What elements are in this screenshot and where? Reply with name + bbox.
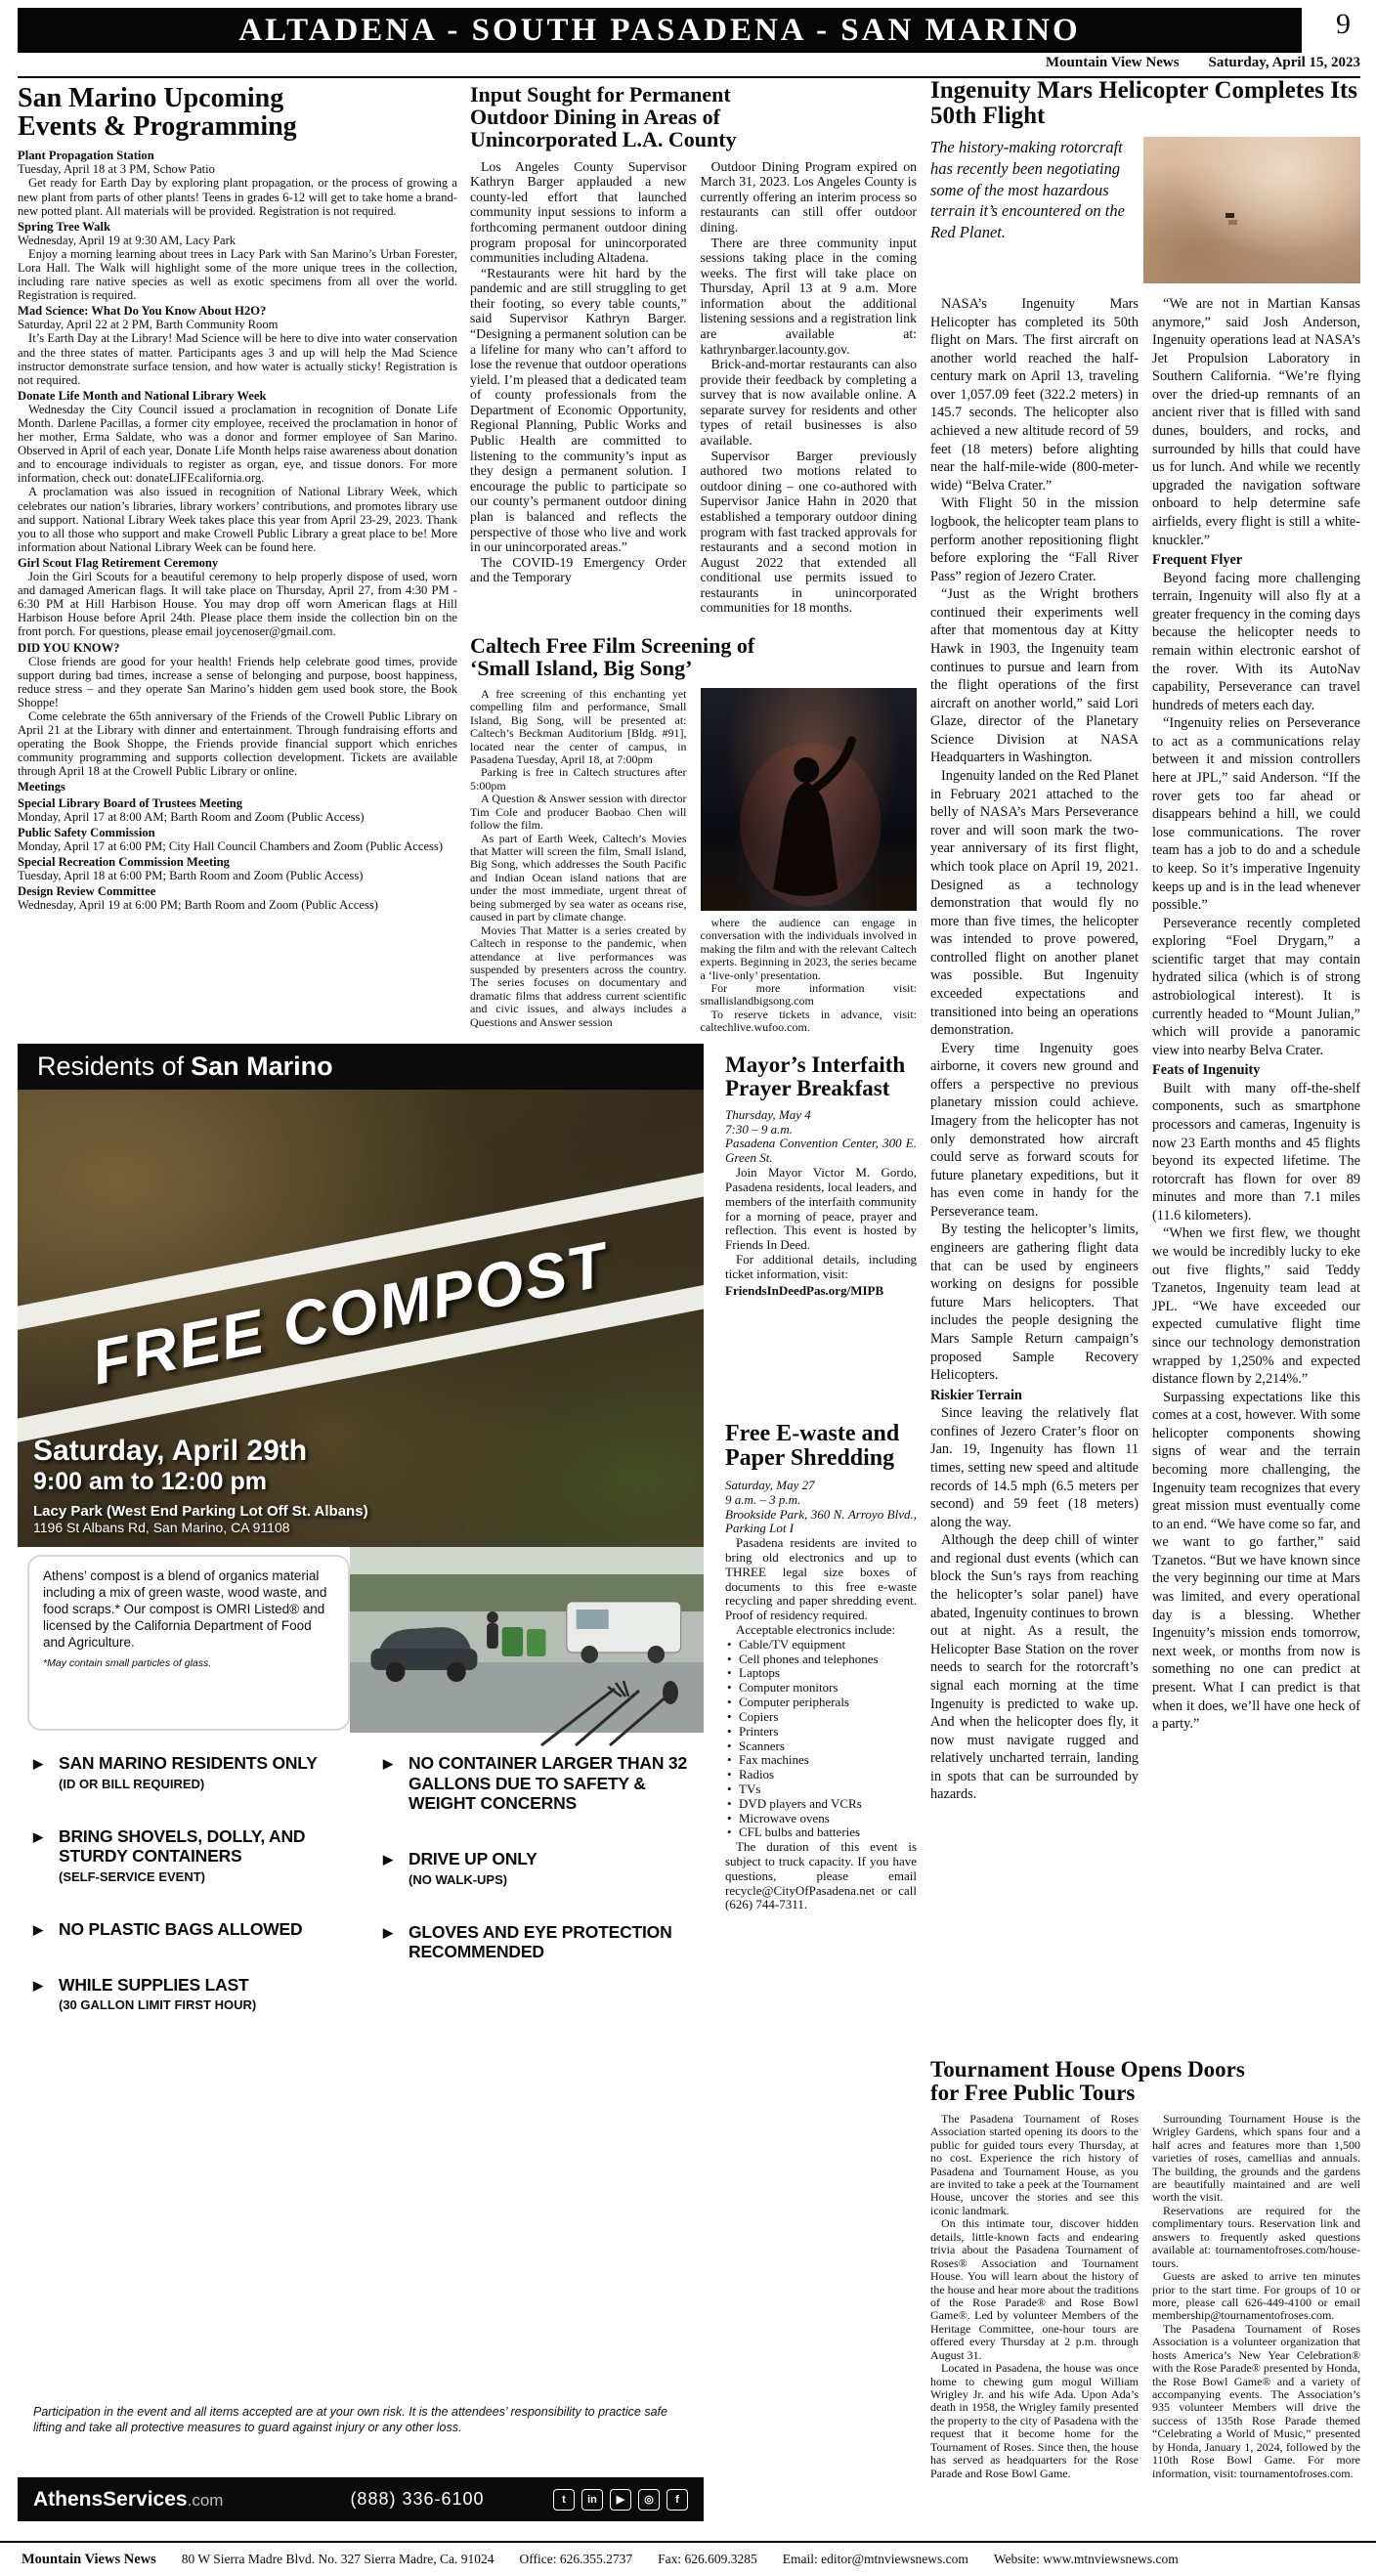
helicopter-speck: [1226, 213, 1234, 218]
ad-rules-right: [383, 1753, 694, 2012]
paragraph: Surpassing expectations like this comes at a cost, however. With some helicopter components showing signs of wear and the terrain becoming more challenging, the Ingenuity team recognizes that every great mission must eventually come to an end. “We have come so far, and we want to go farther,” said Tzanetos. “But we have known since the very beginning our time at Mars was limited, and every operational day is a blessing. Whether Ingenuity’s mission ends tomorrow, next week, or months from now is something no one can predict at present. What I can predict is that when it does, we’ll have one heck of a party.”: [1152, 1389, 1360, 1733]
bullet-item: • Scanners: [725, 1739, 917, 1754]
rule-item: ▶ BRING SHOVELS, DOLLY, AND STURDY CONTAINERS: [33, 1826, 344, 1867]
article-columns: [930, 2113, 1360, 2480]
social-icons: [553, 2489, 688, 2511]
paragraph: Perseverance recently completed exploring “Foel Drygarn,” a scientific target that may contain hydrated silica (which is of strong astrobiological interest). It is currently headed to “Mount Julian,” which will provide a panoramic view into nearby Belva Crater.: [1152, 915, 1360, 1058]
article-column-1: [470, 159, 687, 616]
paragraph: For more information visit: smallislandbigsong.com: [700, 980, 917, 1009]
athens-website-name: AthensServices: [33, 2487, 188, 2511]
paragraph: Movies That Matter is a series created by Caltech in response to the pandemic, when attendance at live performances was suspended by presenters across the country. The series focuses on documentary and dramatic films that address current scientific and civic issues, and always includes a Questions and Answer session: [470, 923, 687, 1029]
rule-detail: (ID OR BILL REQUIRED): [59, 1776, 205, 1791]
footer-office-phone: Office: 626.355.2737: [519, 2552, 633, 2566]
run-in-heading: Feats of Ingenuity: [1152, 1062, 1261, 1079]
ad-disclaimer: Participation in the event and all items accepted are at your own risk. It is the attendees’ responsibility to practice safe lifting and take all protective measures to guard against injury or any other loss.: [33, 2405, 667, 2435]
paragraph: Since leaving the relatively flat confines of Jezero Crater’s floor on Jan. 19, Ingenuity has flown 11 times, setting new speed and altitude records of 14.5 mph (6.5 meters per second) and 59 feet (18 meters) along the way.: [930, 1405, 1139, 1530]
footer-email: Email: editor@mtnviewsnews.com: [782, 2552, 968, 2566]
paragraph: “Ingenuity relies on Perseverance to act as a communications relay between it and mission controllers here at JPL,” said Anderson. “If the rover gets too far ahead or disappears behind a hill, we could lose communications. The rover team has a job to do and a schedule to keep. So it’s imperative Ingenuity keeps up and is in the lead whenever possible.”: [1152, 715, 1360, 914]
article-lede: The history-making rotorcraft has recently been negotiating some of the most hazardous terrain it’s encountered on the Red Planet.: [930, 138, 1125, 242]
run-in-heading: Special Library Board of Trustees Meeting: [18, 795, 243, 810]
article-title: Caltech Free Film Screening of ‘Small Island, Big Song’: [470, 635, 755, 680]
paragraph: Wednesday the City Council issued a proclamation in recognition of Donate Life Month. Darlene Pacillas, a former city employee, received the proclamation in honor of her mother, Erma Saldate, who was a donor and former employee of San Marino. Observed in April of each year, Donate Life Month helps raise awareness about donation and to encourage individuals to register as organ, eye, and tissue donors. For more information, check out: donateLIFEcalifornia.org.: [18, 402, 457, 486]
paragraph: The Pasadena Tournament of Roses Association started opening its doors to the public for guided tours every Thursday, at no cost. Experience the rich history of Pasadena and Tournament House, as you are invited to take a peek at the Tournament House, uncover the stories and see this iconic landmark.: [930, 2111, 1139, 2217]
article-body: [725, 1479, 917, 1912]
masthead: [18, 8, 1302, 53]
dateline: [18, 55, 1360, 78]
paragraph: Pasadena residents are invited to bring old electronics and up to THREE legal size boxes of documents to this free e-waste recycling and paper shredding event. Proof of residency required.: [725, 1535, 917, 1623]
paragraph: Reservations are required for the complimentary tours. Reservation link and answers to frequently asked questions available at: tournamentofroses.com/house-tours.: [1152, 2203, 1360, 2270]
dateline-date: Saturday, April 15, 2023: [1208, 55, 1360, 70]
paragraph: As part of Earth Week, Caltech’s Movies that Matter will screen the film, Small Island, Big Song, which addresses the South Pacific and Indian Ocean island nations that are under the most immediate, urgent threat of being submerged by sea water as oceans rise, caused in part by climate change.: [470, 831, 687, 924]
bullet-item: • Cable/TV equipment: [725, 1638, 917, 1653]
rule-item: ▶ GLOVES AND EYE PROTECTION RECOMMENDED: [383, 1922, 694, 1962]
run-in-heading: Riskier Terrain: [930, 1387, 1022, 1403]
paragraph: By testing the helicopter’s limits, engineers are gathering flight data that can be used by engineers working on designs for possible future Mars helicopters. That includes the people designing the Mars Sample Return campaign’s proposed Sample Recovery Helicopters.: [930, 1222, 1139, 1384]
paragraph: The duration of this event is subject to truck capacity. If you have questions, please email recycle@CityOfPasadena.net or call (626) 744-7311.: [725, 1839, 917, 1912]
athens-phone: (888) 336-6100: [350, 2489, 485, 2509]
article-title: Mayor’s Interfaith Prayer Breakfast: [725, 1052, 906, 1100]
dateline-paper: Mountain View News: [1045, 55, 1180, 70]
schedule-line: Monday, April 17 at 8:00 AM; Barth Room and Zoom (Public Access): [18, 809, 365, 824]
ad-event-details: [33, 1435, 368, 1535]
article-continuation: [701, 917, 918, 1035]
bullet-item: • Microwave ovens: [725, 1812, 917, 1826]
bullet-item: • Computer monitors: [725, 1681, 917, 1696]
run-in-heading: Plant Propagation Station: [18, 149, 154, 163]
athens-website-tld: .com: [187, 2490, 224, 2510]
paragraph: Acceptable electronics include:: [736, 1622, 896, 1638]
run-in-heading: Girl Scout Flag Retirement Ceremony: [18, 555, 219, 570]
run-in-heading: FriendsInDeedPas.org/MIPB: [725, 1282, 884, 1298]
athens-website: [33, 2488, 223, 2512]
paragraph: A Question & Answer session with director Tim Cole and producer Baobao Chen will follow the film.: [470, 792, 687, 833]
bullet-item: • DVD players and VCRs: [725, 1797, 917, 1812]
article-body: [725, 1108, 917, 1299]
article-mayors-breakfast: [725, 1053, 917, 1298]
paragraph: To reserve tickets in advance, visit: caltechlive.wufoo.com.: [700, 1007, 917, 1035]
event-detail-line: Pasadena Convention Center, 300 E. Green St.: [725, 1136, 917, 1166]
article-column-2: [1152, 2113, 1360, 2480]
performer-silhouette: [701, 688, 918, 911]
paragraph: Supervisor Barger previously authored two motions related to outdoor dining – one co-authored with Supervisor Janice Hahn in 2020 that established a temporary outdoor dining program with fast tracked approvals for restaurants and a second motion in August 2022 that extended all conditional use permits issued to restaurants in unincorporated communities for 18 months.: [700, 448, 917, 616]
article-columns: [470, 688, 917, 1035]
rule-item: ▶ NO PLASTIC BAGS ALLOWED: [33, 1919, 344, 1940]
run-in-heading: Meetings: [18, 780, 65, 794]
schedule-line: Tuesday, April 18 at 6:00 PM; Barth Room and Zoom (Public Access): [18, 869, 364, 882]
ad-rules-left: [33, 1753, 344, 2012]
paragraph: It’s Earth Day at the Library! Mad Science will be here to dive into water conservation and the three states of matter. Participants ages 3 and up will help the Mad Science instructor demonstrate surface tension, and how water is actually sticky! Registration is not required.: [18, 331, 457, 387]
ad-fine-print: *May contain small particles of glass.: [43, 1657, 212, 1670]
rule-detail: (30 GALLON LIMIT FIRST HOUR): [59, 1997, 257, 2013]
bullet-item: • Laptops: [725, 1666, 917, 1681]
paragraph: “Just as the Wright brothers continued their experiments well after that momentous day at Kitty Hawk in 1903, the Ingenuity team continues to pursue and learn from the flight operations of the first aircraft on another world,” said Lori Glaze, director of the Planetary Science Division at NASA Headquarters in Washington.: [930, 586, 1139, 766]
film-screening-photo: [701, 688, 918, 911]
bullet-item: • Printers: [725, 1725, 917, 1739]
paragraph: Join the Girl Scouts for a beautiful ceremony to help properly dispose of used, worn and damaged American flags. It will take place on Thursday, April 27, from 4:30 PM - 6:30 PM at Hill Harbison House. You may drop off worn American flags at Hill Harbison House before April 24th. Please place them inside the collection bin on the front porch. For questions, please email joycenoser@gmail.com.: [18, 570, 457, 639]
article-title: Input Sought for Permanent Outdoor Dining in Areas of Unincorporated L.A. County: [470, 84, 737, 151]
instagram-icon: ◎: [638, 2489, 660, 2511]
run-in-heading: DID YOU KNOW?: [18, 640, 120, 655]
ad-time: 9:00 am to 12:00 pm: [33, 1468, 267, 1495]
bullet-item: • Radios: [725, 1768, 917, 1782]
rule-detail: (NO WALK-UPS): [408, 1871, 508, 1887]
article-column-1: [930, 295, 1139, 1804]
event-detail-line: Saturday, May 27: [725, 1477, 815, 1492]
article-outdoor-dining: [470, 84, 917, 633]
run-in-heading: Donate Life Month and National Library Week: [18, 388, 267, 403]
paragraph: The COVID-19 Emergency Order and the Temporary: [470, 554, 687, 585]
paragraph: With Flight 50 in the mission logbook, the helicopter team plans to perform another repositioning flight before exploring the “Fall River Pass” region of Jezero Crater.: [930, 495, 1139, 584]
article-title: Tournament House Opens Doors for Free Public Tours: [930, 2058, 1245, 2105]
paragraph: “Restaurants were hit hard by the pandemic and are still struggling to get their footing, so every table counts,” said Supervisor Kathryn Barger. “Designing a permanent solution can be a lifeline for many who can’t afford to lose the revenue that outdoor operations yield. I’m pleased that a dedicated team of county professionals from the Department of Economic Opportunity, Regional Planning, Public Works and Public Health are committed to listening to the community’s input as they design a permanent solution. I encourage the public to participate so our county’s permanent outdoor dining plan is balanced and reflects the perspective of those who live and work in our unincorporated areas.”: [470, 265, 687, 555]
paragraph: Close friends are good for your health! Friends help celebrate good times, provide support during bad times, increase a sense of belonging and purpose, boost happiness, reduce stress – and they operate San Marino’s hidden gem used book store, the Book Shoppe!: [18, 654, 457, 709]
article-columns: [470, 159, 917, 616]
youtube-icon: ▶: [610, 2489, 631, 2511]
article-column-1: [470, 688, 687, 1035]
page-number: 9: [1336, 8, 1351, 40]
free-compost-headline: FREE COMPOST: [86, 1228, 614, 1398]
compost-ad: [18, 1044, 704, 2521]
article-san-marino: [18, 84, 457, 1042]
paragraph: A free screening of this enchanting yet compelling film and performance, Small Island, Big Song, will be presented at: Caltech’s Beckman Auditorium [Bldg. #91], located near the center of campus, in Pasadena Tuesday, April 18, at 7:00pm: [470, 686, 687, 766]
footer-paper-name: Mountain Views News: [22, 2551, 156, 2567]
paragraph: Brick-and-mortar restaurants can also provide their feedback by completing a survey that is now available online. A separate survey for residents and other types of retail businesses is also available.: [700, 357, 917, 449]
paragraph: “When we first flew, we thought we would be incredibly lucky to eke out five flights,” said Teddy Tzanetos, Ingenuity team lead at JPL. “We have exceeded our expected cumulative flight time since our technology demonstration wrapped by 1,250% and expected distance flown by 2,214%.”: [1152, 1225, 1360, 1388]
schedule-line: Tuesday, April 18 at 3 PM, Schow Patio: [18, 162, 215, 177]
paragraph: Located in Pasadena, the house was once home to chewing gum mogul William Wrigley Jr. and his wife Ada. Upon Ada’s death in 1958, the Wrigley family presented the property to the city of Pasadena with the request that it become home for the Tournament of Roses. Since then, the house has served as headquarters for the Rose Parade and Rose Bowl Game.: [930, 2361, 1139, 2480]
article-column-1: [930, 2113, 1139, 2480]
paragraph: Beyond facing more challenging terrain, Ingenuity will also fly at a greater frequency in the coming days because the helicopter needs to remain within electronic earshot of the rover. With its AutoNav capability, Perseverance can travel hundreds of meters each day.: [1152, 570, 1360, 713]
footer-address: 80 W Sierra Madre Blvd. No. 327 Sierra Madre, Ca. 91024: [181, 2552, 494, 2566]
paragraph: NASA’s Ingenuity Mars Helicopter has completed its 50th flight on Mars. The first aircraft on another world reached the half-century mark on April 13, traveling over 1,057.09 feet (322.2 meters) in 145.7 seconds. The helicopter also achieved a new altitude record of 59 feet (18 meters) before alighting near the half-mile-wide (800-meter-wide) “Belva Crater.”: [930, 296, 1139, 494]
run-in-heading: Special Recreation Commission Meeting: [18, 854, 230, 869]
event-detail-line: Brookside Park, 360 N. Arroyo Blvd., Parking Lot I: [725, 1506, 917, 1536]
paragraph: Los Angeles County Supervisor Kathryn Barger applauded a new county-led effort that launched community input sessions to inform a forthcoming permanent outdoor dining program proposal for unincorporated communities including Altadena.: [470, 158, 687, 266]
rule-detail: (SELF-SERVICE EVENT): [59, 1868, 206, 1884]
paragraph: “We are not in Martian Kansas anymore,” said Josh Anderson, Ingenuity operations lead at NASA’s Jet Propulsion Laboratory in Southern California. “We’re flying over the dried-up remnants of an ancient river that is filled with sand dunes, boulders, and rocks, and surrounded by hills that could have us for lunch. And while we recently upgraded the navigation software onboard to help determine safe airfields, every flight is still a white-knuckler.”: [1152, 296, 1360, 548]
run-in-heading: Design Review Committee: [18, 884, 156, 899]
garden-tools-illustration: [522, 1681, 688, 1749]
footer-website: Website: www.mtnviewsnews.com: [993, 2552, 1179, 2566]
ad-footer: [18, 2477, 704, 2521]
article-title: San Marino Upcoming Events & Programming: [18, 84, 297, 143]
paragraph: Guests are asked to arrive ten minutes prior to the start time. For groups of 10 or more, please call 626-449-4100 or email membership@tournamentofroses.com.: [1152, 2269, 1360, 2323]
page-footer: [0, 2541, 1376, 2576]
paragraph: Built with many off-the-shelf components, such as smartphone processors and cameras, Ingenuity is now 23 Earth months and 45 flights beyond its expected lifetime. The rotorcraft has flown for over 89 minutes and more than 7.1 miles (11.6 kilometers).: [1152, 1080, 1360, 1224]
paragraph: Surrounding Tournament House is the Wrigley Gardens, which spans four and a half acres and features more than 1,500 varieties of roses, camellias and annuals. The building, the grounds and the gardens are beautifully maintained and are well worth the visit.: [1152, 2111, 1360, 2205]
paragraph: The Pasadena Tournament of Roses Association is a volunteer organization that hosts America’s New Year Celebration® with the Rose Parade® presented by Honda, the Rose Bowl Game® and a variety of accompanying events. The Association’s 935 volunteer Members will drive the success of 135th Rose Parade themed “Celebrating a World of Music,” presented by Honda, January 1, 2024, followed by the 110th Rose Bowl Game. For more information, visit: tournamentofroses.com.: [1152, 2321, 1360, 2480]
article-ewaste-shredding: [725, 1422, 917, 2521]
linkedin-icon: in: [581, 2489, 603, 2511]
run-in-heading: Mad Science: What Do You Know About H2O?: [18, 304, 267, 319]
paragraph: Although the deep chill of winter and regional dust events (which can block the Sun’s rays from reaching the helicopter’s solar panel) have abated, Ingenuity continues to brown out at night. As a result, the Helicopter Base Station on the rover needs to search for the rotorcraft’s signal each morning at the time Ingenuity is predicted to wake up. And when the helicopter does fly, it now must navigate rugged and relatively uncharted terrain, landing in spots that can be surrounded by hazards.: [930, 1532, 1139, 1803]
paragraph: Enjoy a morning learning about trees in Lacy Park with San Marino’s Urban Forester, Lora Hall. The Walk will highlight some of the more unique trees in the collection, including rare native species as well as exotic specimens from all over the world. Registration is required.: [18, 246, 457, 303]
twitter-icon: t: [553, 2489, 575, 2511]
paragraph: A proclamation was also issued in recognition of National Library Week, which celebrates our nation’s libraries, library workers’ contributions, and promotes library use and support. National Library Week takes place this year from April 23-29, 2023. Thank you to all those who support and make Crowell Public Library a great place to be! More information about National Library Week can be found here.: [18, 485, 457, 554]
paragraph: There are three community input sessions taking place in the coming weeks. The first will take place on Thursday, April 13 at 9 a.m. More information about the additional listening sessions and a registration link are available at: kathrynbarger.lacounty.gov.: [700, 235, 917, 357]
bullet-item: • TVs: [725, 1782, 917, 1797]
run-in-heading: Frequent Flyer: [1152, 552, 1243, 569]
event-detail-line: Thursday, May 4: [725, 1106, 811, 1122]
article-column-2: [701, 159, 918, 616]
ad-address: 1196 St Albans Rd, San Marino, CA 91108: [33, 1520, 290, 1535]
rule-item: ▶ DRIVE UP ONLY: [383, 1849, 694, 1869]
article-column-2: [1152, 295, 1360, 1804]
bullet-item: • Copiers: [725, 1710, 917, 1725]
schedule-line: Saturday, April 22 at 2 PM, Barth Community Room: [18, 318, 279, 332]
paragraph: On this intimate tour, discover hidden details, little-known facts and endearing trivia about the Pasadena Tournament of Roses® Association and Tournament House. You will learn about the history of the house and hear more about the traditions of the Rose Parade® and Rose Bowl Game®. Led by volunteer Members of the Heritage Committee, one-hour tours are offered every Thursday at 2 p.m. through August 31.: [930, 2216, 1139, 2362]
compost-photo: [18, 1090, 704, 1547]
paragraph: Outdoor Dining Program expired on March 31, 2023. Los Angeles County is currently offering an interim process so restaurants can still offer outdoor dining.: [700, 158, 917, 235]
mars-helicopter-photo: [1143, 137, 1360, 283]
ad-location: Lacy Park (West End Parking Lot Off St. Albans): [33, 1503, 368, 1520]
paragraph: Parking is free in Caltech structures after 5:00pm: [470, 765, 687, 793]
article-columns: [930, 295, 1360, 1804]
article-title: Ingenuity Mars Helicopter Completes Its 50th Flight: [930, 78, 1357, 129]
event-detail-line: 7:30 – 9 a.m.: [725, 1121, 793, 1137]
article-column-2: [701, 688, 918, 1035]
ad-header-bold: San Marino: [191, 1052, 333, 1081]
footer-fax: Fax: 626.609.3285: [658, 2552, 757, 2566]
bullet-item: • CFL bulbs and batteries: [725, 1825, 917, 1840]
ad-rules: [33, 1753, 694, 2012]
schedule-line: Wednesday, April 19 at 6:00 PM; Barth Room and Zoom (Public Access): [18, 898, 378, 913]
article-lede-row: [930, 137, 1360, 283]
paragraph: Ingenuity landed on the Red Planet in February 2021 attached to the belly of NASA’s Mars Perseverance rover and will soon mark the two-year anniversary of its first flight, which took place on April 19, 2021. Designed as a technology demonstration that would fly no more than five times, the helicopter was intended to prove powered, controlled flight on another planet was possible. But Ingenuity exceeded expectations and transitioned into being an operations demonstration.: [930, 768, 1139, 1039]
paragraph: where the audience can engage in conversation with the individuals involved in making the film and with the relevant Caltech experts. Beginning in 2023, the series became a ‘live-only’ presentation.: [700, 915, 917, 982]
masthead-title: ALTADENA - SOUTH PASADENA - SAN MARINO: [238, 12, 1081, 48]
paragraph: Join Mayor Victor M. Gordo, Pasadena residents, local leaders, and members of the interfaith community for a morning of peace, prayer and reflection. This event is hosted by Friends In Deed.: [725, 1165, 917, 1253]
bullet-item: • Computer peripherals: [725, 1696, 917, 1710]
article-tournament-house: [930, 2058, 1360, 2543]
schedule-line: Monday, April 17 at 6:00 PM; City Hall Council Chambers and Zoom (Public Access): [18, 838, 444, 853]
paragraph: Come celebrate the 65th anniversary of the Friends of the Crowell Public Library on April 21 at the Library with dinner and entertainment. Through fundraising efforts and operating the Book Shoppe, the Friends provide financial support which enriches community programming and supports collection development. Tickets are available through April 18 at the Crowell Public Library or online.: [18, 708, 457, 779]
rule-item: ▶ SAN MARINO RESIDENTS ONLY: [33, 1753, 344, 1774]
run-in-heading: Public Safety Commission: [18, 825, 155, 839]
paragraph: Every time Ingenuity goes airborne, it covers new ground and offers a perspective no previous planetary mission could achieve. Imagery from the helicopter has not only demonstrated how aircraft could serve as forward scouts for future planetary expeditions, but it has even come in handy for the Perseverance team.: [930, 1040, 1139, 1220]
ad-header-regular: Residents of: [37, 1052, 185, 1081]
run-in-heading: Spring Tree Walk: [18, 219, 110, 234]
article-ingenuity-flight: [930, 78, 1360, 2054]
event-detail-line: 9 a.m. – 3 p.m.: [725, 1491, 801, 1507]
ad-description: Athens’ compost is a blend of organics material including a mix of green waste, wood waste, and food scraps.* Our compost is OMRI Listed® and licensed by the California Department of Food and Agriculture.: [43, 1568, 327, 1650]
facebook-icon: f: [666, 2489, 688, 2511]
bullet-item: • Fax machines: [725, 1753, 917, 1768]
rule-item: ▶ NO CONTAINER LARGER THAN 32 GALLONS DUE TO SAFETY & WEIGHT CONCERNS: [383, 1753, 694, 1814]
ad-date: Saturday, April 29th: [33, 1435, 308, 1467]
schedule-line: Wednesday, April 19 at 9:30 AM, Lacy Park: [18, 233, 236, 247]
article-body: [18, 149, 457, 912]
article-caltech-screening: [470, 635, 917, 1041]
paragraph: Get ready for Earth Day by exploring plant propagation, or the process of growing a new plant from parts of other plants! Teens in grades 6-12 will get to take home a brand-new potted plant. All materials will be provided. Registration is not required.: [18, 176, 457, 218]
bullet-item: • Cell phones and telephones: [725, 1653, 917, 1667]
ad-header: [18, 1044, 704, 1090]
rule-item: ▶ WHILE SUPPLIES LAST: [33, 1975, 344, 1996]
article-title: Free E-waste and Paper Shredding: [725, 1422, 900, 1471]
paragraph: For additional details, including ticket information, visit:: [725, 1251, 917, 1281]
ad-description-card: [27, 1555, 350, 1731]
